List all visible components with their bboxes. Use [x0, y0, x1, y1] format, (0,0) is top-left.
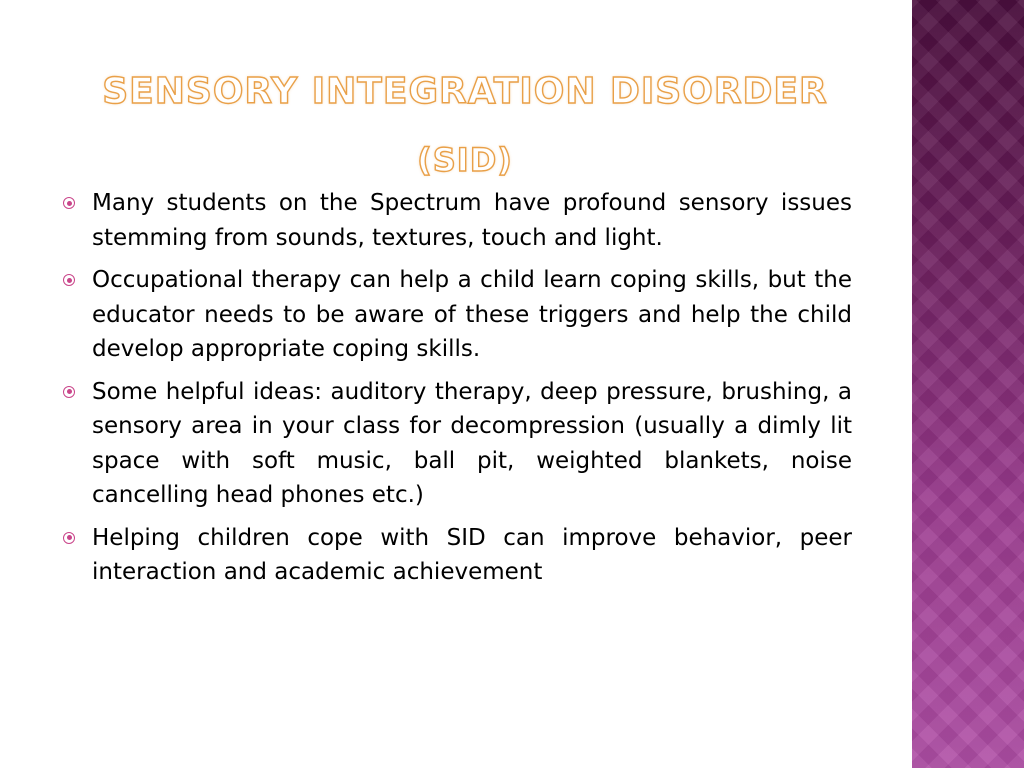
bullet-text: Some helpful ideas: auditory therapy, deep pressure, brushing, a sensory area in your class for decompression (usually a dimly lit space with soft music, ball pit, weighted blankets, noise cancelling head phones etc.)	[92, 378, 852, 508]
bullet-item	[60, 263, 852, 367]
title-line-abbreviation: (SID)	[417, 141, 513, 180]
circled-dot-bullet-icon	[63, 386, 75, 398]
title-line-main: SENSORY INTEGRATION DISORDER	[102, 71, 828, 113]
slide-title	[80, 71, 850, 180]
bullet-item	[60, 186, 852, 255]
decorative-side-band	[912, 0, 1024, 768]
circled-dot-bullet-icon	[63, 274, 75, 286]
circled-dot-bullet-icon	[63, 197, 75, 209]
bullet-item	[60, 375, 852, 513]
circled-dot-bullet-icon	[63, 532, 75, 544]
bullet-text: Helping children cope with SID can improve behavior, peer interaction and academic achievement	[92, 524, 852, 585]
bullet-item	[60, 521, 852, 590]
bullet-text: Many students on the Spectrum have profound sensory issues stemming from sounds, textures, touch and light.	[92, 190, 852, 251]
bullet-text: Occupational therapy can help a child learn coping skills, but the educator needs to be aware of these triggers and help the child develop appropriate coping skills.	[92, 267, 852, 362]
bullet-list	[60, 186, 852, 598]
